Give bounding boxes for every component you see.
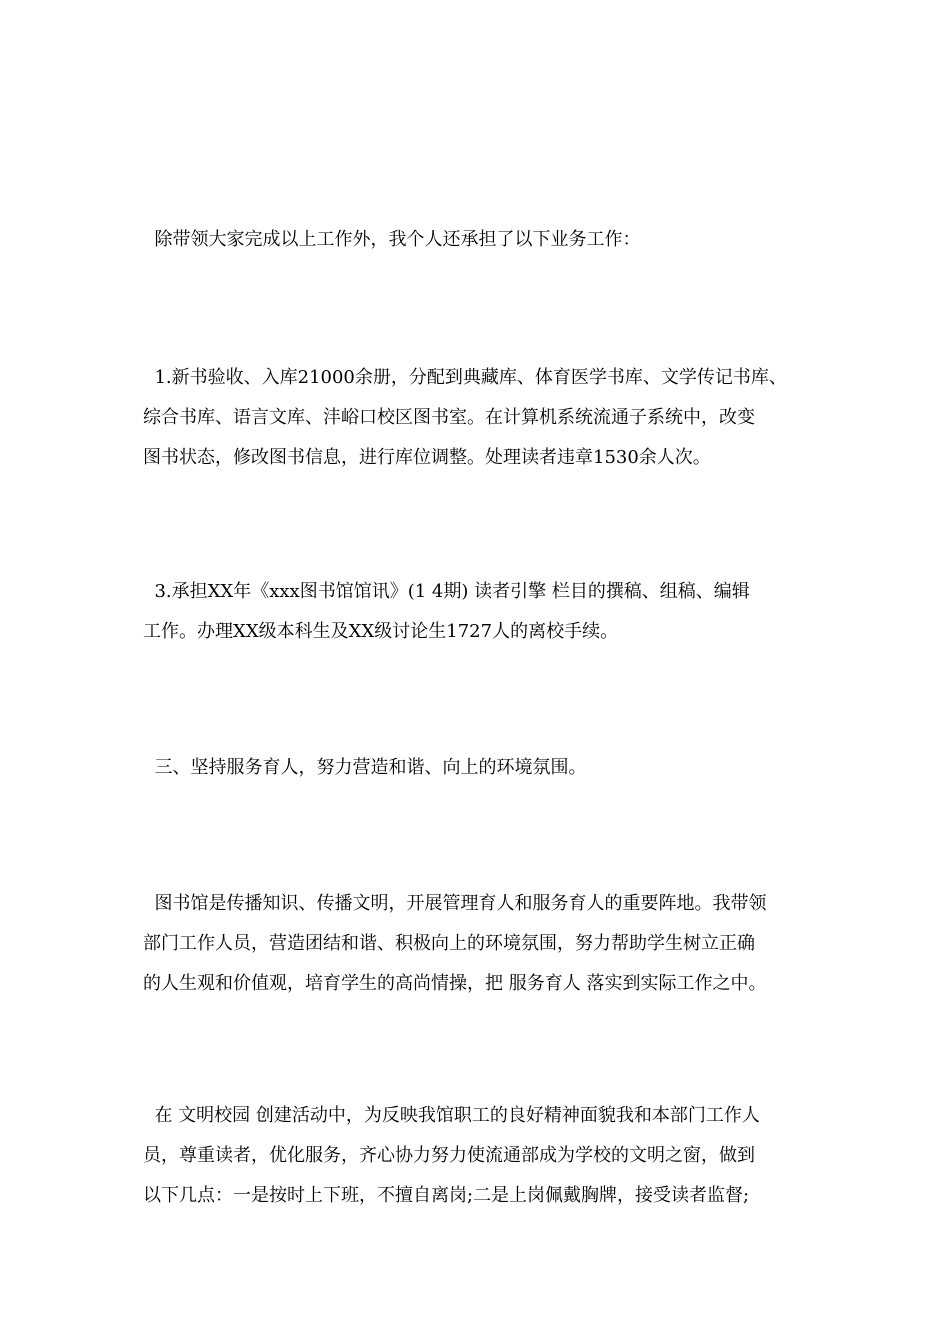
text-line: 图书状态，修改图书信息，进行库位调整。处理读者违章1530余人次。 [143, 447, 711, 468]
text-line: 部门工作人员，营造团结和谐、积极向上的环境氛围，努力帮助学生树立正确 [143, 933, 755, 954]
paragraph-item-3 [143, 572, 813, 652]
text-line: 综合书库、语言文库、沣峪口校区图书室。在计算机系统流通子系统中，改变 [143, 407, 755, 428]
paragraph-library-role [143, 884, 813, 1004]
paragraph-civilized-campus [143, 1096, 813, 1216]
text-line: 以下几点：一是按时上下班，不擅自离岗;二是上岗佩戴胸牌，接受读者监督; [143, 1185, 750, 1206]
paragraph-item-1 [143, 358, 813, 478]
text-line: 在 文明校园 创建活动中，为反映我馆职工的良好精神面貌我和本部门工作人 [143, 1105, 760, 1126]
text-line: 员，尊重读者，优化服务，齐心协力努力使流通部成为学校的文明之窗，做到 [143, 1145, 755, 1166]
text-line: 3.承担XX年《xxx图书馆馆讯》(1 4期) 读者引擎 栏目的撰稿、组稿、编辑 [143, 581, 750, 602]
text-line: 1.新书验收、入库21000余册，分配到典藏库、体育医学书库、文学传记书库、 [143, 367, 787, 388]
text-line: 的人生观和价值观，培育学生的高尚情操，把 服务育人 落实到实际工作之中。 [143, 973, 767, 994]
text-line: 除带领大家完成以上工作外，我个人还承担了以下业务工作： [143, 229, 641, 250]
text-line: 三、坚持服务育人，努力营造和谐、向上的环境氛围。 [143, 757, 587, 778]
text-line: 工作。办理XX级本科生及XX级讨论生1727人的离校手续。 [143, 621, 619, 642]
section-heading-3 [143, 748, 813, 788]
paragraph-intro [143, 220, 813, 260]
text-line: 图书馆是传播知识、传播文明，开展管理育人和服务育人的重要阵地。我带领 [143, 893, 767, 914]
